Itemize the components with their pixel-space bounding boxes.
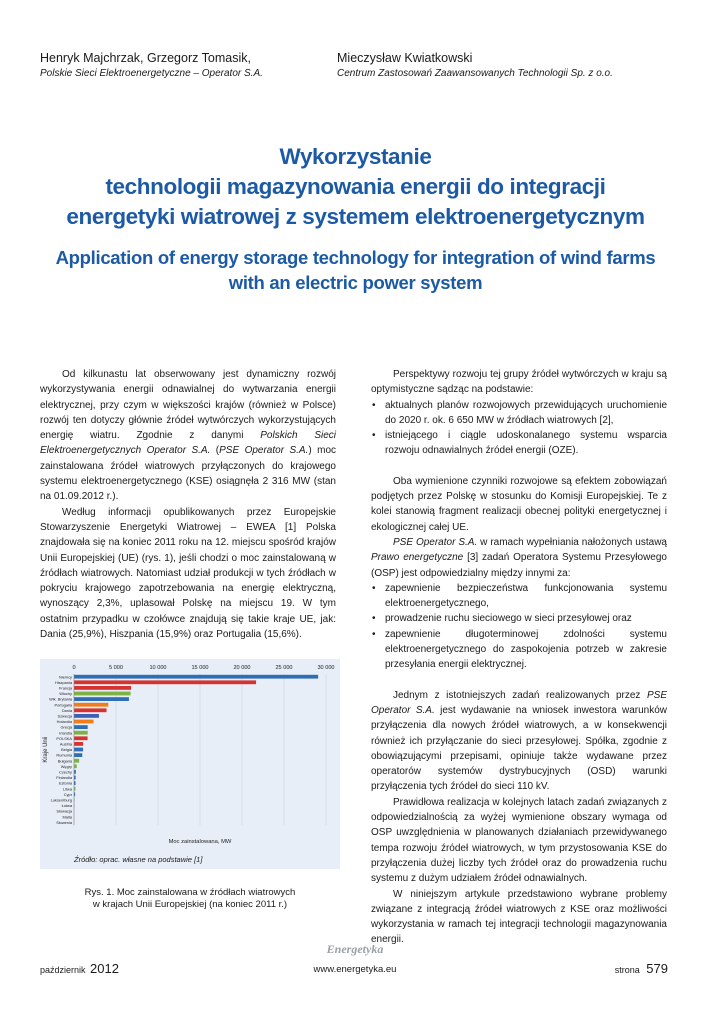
footer-page xyxy=(560,961,668,976)
author-block-right xyxy=(337,51,613,79)
figure-1-caption xyxy=(40,887,340,911)
bullet-item: • aktualnych planów rozwojowych przewidujących uruchomienie do 2020 r. ok. 6 650 MW w źródłach wiatrowych [2], xyxy=(385,398,667,429)
chart-source-note: Źródło: oprac. własne na podstawie [1] xyxy=(74,855,203,864)
category-label: Włochy xyxy=(59,691,72,697)
title-polish-line: Wykorzystanie xyxy=(279,144,432,169)
bar xyxy=(74,686,131,690)
paragraph: Prawidłowa realizacja w kolejnych latach zadań związanych z odpowiedzialnością za wyżej wymienione obszary wymaga od OSP uwzględnienia w planowanych działaniach przewidywanego tempa rozwoju źródeł wiatrowych, w tym przystosowania KSE do przyłączenia dużej liczby tych źródeł oraz do prowadzenia ruchu systemu z dużym udziałem źródeł odnawialnych. xyxy=(371,796,667,885)
left-text-column xyxy=(40,367,336,642)
category-label: Finlandia xyxy=(56,775,72,781)
x-tick-label: 0 xyxy=(72,665,76,671)
author-names-left: Henryk Majchrzak, Grzegorz Tomasik, xyxy=(40,51,251,65)
paragraph: Jednym z istotniejszych zadań realizowanych przez PSE Operator S.A. jest wydawanie na wniosek inwestora warunków przyłączenia dla nowych źródeł wiatrowych, a w konsekwencji również ich przyłączanie do sieci przesyłowej. Spółka, zgodnie z obowiązującymi przepisami, opiniuje także wydawane przez operatorów systemów dystrybucyjnych (OSD) warunki przyłączenia tych źródeł do sieci 110 kV. xyxy=(371,689,668,793)
x-tick-label: 5 000 xyxy=(109,665,123,671)
bullet-list xyxy=(371,581,667,673)
category-label: Irlandia xyxy=(59,730,72,736)
x-axis-label: Moc zainstalowana, MW xyxy=(168,839,232,846)
footer-url: www.energetyka.eu xyxy=(313,964,397,975)
category-label: Dania xyxy=(61,707,72,713)
category-label: Hiszpania xyxy=(54,679,72,685)
paragraph: Perspektywy rozwoju tej grupy źródeł wytwórczych w kraju są optymistyczne sądząc na podstawie: xyxy=(371,369,667,396)
bar xyxy=(74,692,131,696)
bar xyxy=(74,675,318,679)
x-tick-label: 20 000 xyxy=(233,665,251,671)
x-tick-label: 30 000 xyxy=(317,665,335,671)
category-label: Niemcy xyxy=(59,674,72,680)
category-label: Francja xyxy=(59,685,72,691)
footer-page-label: strona xyxy=(614,965,640,975)
figure-1-chart xyxy=(40,659,340,869)
footer-month: październik xyxy=(40,965,86,975)
category-label: Węgry xyxy=(60,763,72,769)
paragraph: PSE Operator S.A. w ramach wypełniania nałożonych ustawą Prawo energetyczne [3] zadań Operatora Systemu Przesyłowego (OSP) jest odpowiedzialny między innymi za: xyxy=(371,536,667,579)
title-polish xyxy=(40,142,671,232)
footer-year: 2012 xyxy=(90,961,119,976)
bar xyxy=(74,720,94,724)
bar xyxy=(74,753,82,757)
author-names-right: Mieczysław Kwiatkowski xyxy=(337,51,473,65)
bullet-item: • zapewnienie bezpieczeństwa funkcjonowania systemu elektroenergetycznego, xyxy=(385,581,667,612)
y-axis-label: Kraje Unii xyxy=(43,736,49,763)
x-tick-label: 25 000 xyxy=(275,665,293,671)
bullet-item: • zapewnienie długoterminowej zdolności systemu elektroenergetycznego do zaspokojenia potrzeb w zakresie przesyłania energii elektrycznej. xyxy=(385,627,667,673)
category-label: Belgia xyxy=(61,747,72,753)
bar xyxy=(74,697,129,701)
footer-page-number: 579 xyxy=(646,961,668,976)
bar xyxy=(74,703,108,707)
category-label: Słowenia xyxy=(56,819,72,825)
title-english xyxy=(40,245,671,295)
category-label: Słowacja xyxy=(56,808,72,814)
title-english-line: with an electric power system xyxy=(228,272,483,293)
author-block-left xyxy=(40,51,263,79)
footer-date xyxy=(40,961,119,976)
category-label: POLSKA xyxy=(56,735,72,741)
x-tick-label: 15 000 xyxy=(191,665,209,671)
category-label: Malta xyxy=(62,814,72,820)
bar xyxy=(74,731,88,735)
paragraph: Od kilkunastu lat obserwowany jest dynamiczny rozwój wykorzystywania energii odnawialnej do wytwarzania energii elektrycznej, przy czym w większości krajów (również w Polsce) rozwój ten dotyczy głównie źródeł wytwórczych wykorzystujących energię wiatru. Zgodnie z danymi Polskich Sieci Elektroenergetycznych Operator S.A. (PSE Operator S.A.) moc zainstalowana źródeł wiatrowych przyłączonych do krajowego systemu elektroenergetycznego (KSE) osiągnęła 2 316 MW (stan na 01.09.2012 r.). xyxy=(40,369,337,503)
category-label: Grecja xyxy=(60,724,72,730)
category-label: Szwecja xyxy=(57,713,72,719)
category-label: Estonia xyxy=(59,780,72,786)
journal-logo: Energetyka xyxy=(326,942,384,956)
title-polish-line: energetyki wiatrowej z systemem elektroenergetycznym xyxy=(66,204,645,229)
category-label: Holandia xyxy=(56,719,72,725)
category-label: Bułgaria xyxy=(57,758,72,764)
title-polish-line: technologii magazynowania energii do integracji xyxy=(105,174,606,199)
paragraph: Oba wymienione czynniki rozwojowe są efektem zobowiązań podjętych przez Polskę w stosunku do Komisji Europejskiej. Te z kolei stanowią fragment realizacji obecnej polityki energetycznej i ekologicznej całej UE. xyxy=(371,475,667,533)
title-english-line: Application of energy storage technology for integration of wind farms xyxy=(55,247,656,268)
author-affiliation-right: Centrum Zastosowań Zaawansowanych Technologii Sp. z o.o. xyxy=(337,68,613,79)
category-label: Portugalia xyxy=(54,702,72,708)
bullet-list xyxy=(371,398,667,459)
category-label: Luksemburg xyxy=(50,797,72,803)
category-label: Wlk. Brytania xyxy=(49,696,72,702)
category-label: Litwa xyxy=(62,786,72,792)
bar xyxy=(74,742,83,746)
category-label: Cypr xyxy=(63,791,72,797)
bar xyxy=(74,714,99,718)
paragraph: W niniejszym artykule przedstawiono wybrane problemy związane z integracją źródeł wiatrowych z KSE oraz możliwości wykorzystania w ramach tej integracji technologii magazynowania energii. xyxy=(371,888,667,946)
bullet-item: • istniejącego i ciągle udoskonalanego systemu wsparcia rozwoju odnawialnych źródeł energii (OZE). xyxy=(385,428,667,459)
caption-line: Rys. 1. Moc zainstalowana w źródłach wiatrowych xyxy=(84,887,296,898)
x-tick-label: 10 000 xyxy=(149,665,167,671)
category-label: Rumunia xyxy=(56,752,72,758)
bar xyxy=(74,736,88,740)
bar xyxy=(74,725,88,729)
bar xyxy=(74,764,77,768)
bar-chart-svg xyxy=(40,659,340,869)
bar xyxy=(74,680,256,684)
paragraph: Według informacji opublikowanych przez Europejskie Stowarzyszenie Energetyki Wiatrowej – EWEA [1] Polska znajdowała się na koniec 2011 roku na 12. miejscu spośród krajów Unii Europejskiej (UE) (rys. 1), jeśli chodzi o moc zainstalowaną w źródłach wiatrowych. Natomiast udział produkcji w tych źródłach w pokryciu krajowego zapotrzebowania na energię elektryczną, wynoszący 2,3%, uplasował Polskę na miejscu 19. W tym ostatnim przypadku w czołówce znajdują się takie kraje UE, jak: Dania (25,9%), Hiszpania (15,9%) oraz Portugalia (15,6%). xyxy=(40,506,336,641)
right-text-column xyxy=(371,367,667,948)
category-label: Czechy xyxy=(59,769,72,775)
bar xyxy=(74,759,79,763)
bar xyxy=(74,748,83,752)
author-affiliation-left: Polskie Sieci Elektroenergetyczne – Operator S.A. xyxy=(40,68,263,79)
bullet-item: • prowadzenie ruchu sieciowego w sieci przesyłowej oraz xyxy=(385,611,667,626)
caption-line: w krajach Unii Europejskiej (na koniec 2011 r.) xyxy=(92,899,288,910)
bar xyxy=(74,708,107,712)
category-label: Austria xyxy=(59,741,72,747)
category-label: Łotwa xyxy=(61,803,72,809)
